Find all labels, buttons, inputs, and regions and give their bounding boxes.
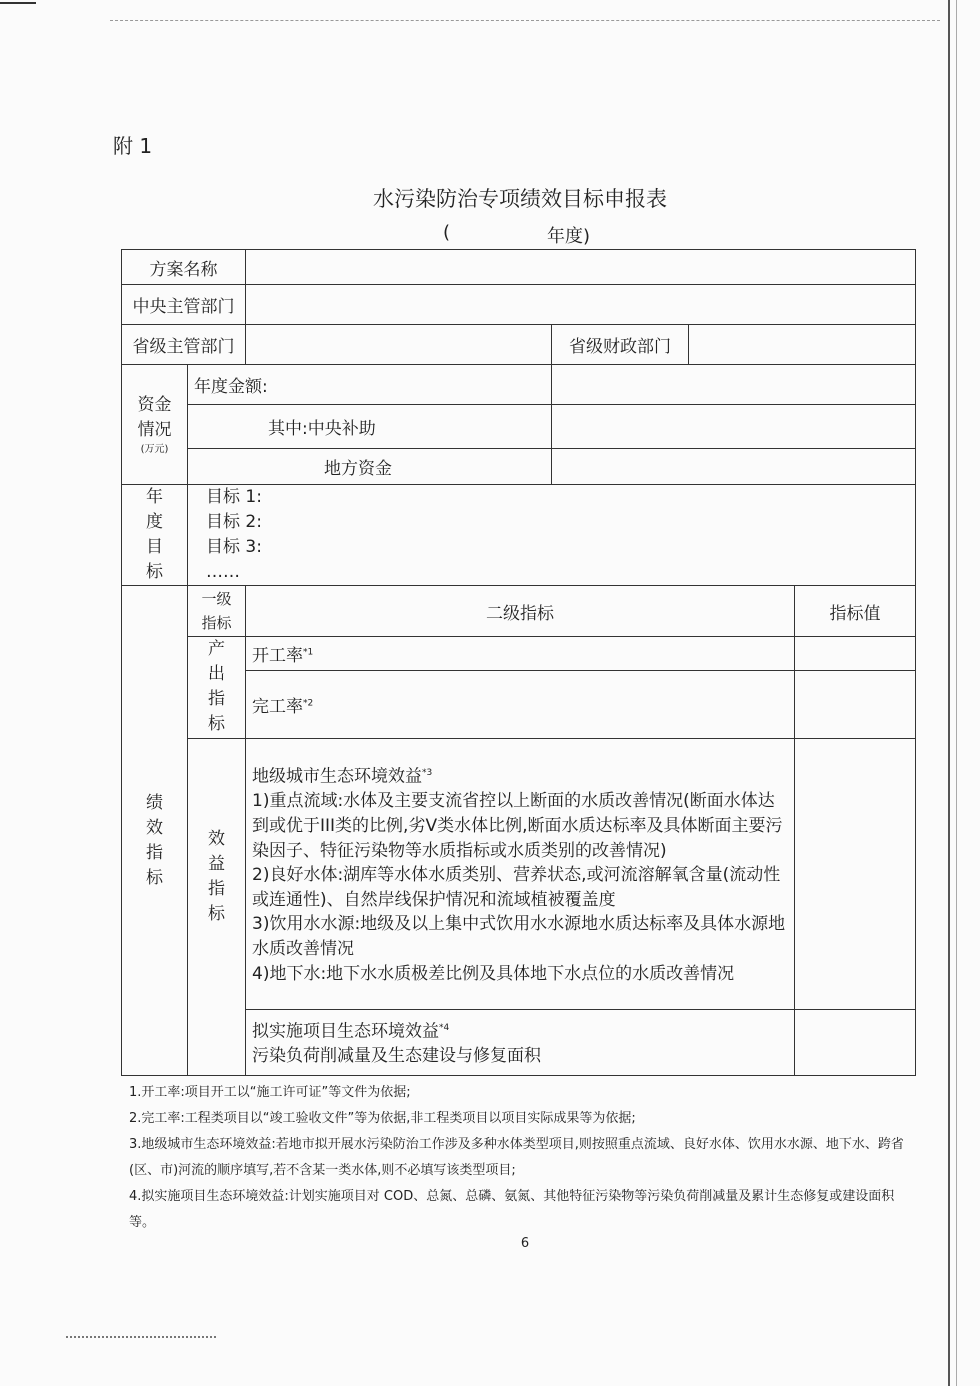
- goal-item: 目标 2:: [206, 512, 262, 533]
- header-level1-line2: 指标: [201, 614, 232, 633]
- benefit-char: 益: [208, 853, 225, 874]
- annual-goals-label: [122, 485, 188, 586]
- annual-goals-char: 目: [146, 537, 163, 558]
- city-benefit-value[interactable]: [795, 738, 916, 1009]
- footnote: 1.开工率:项目开工以“施工许可证”等文件为依据;: [129, 1085, 411, 1100]
- attachment-label: 附 1: [113, 134, 153, 158]
- header-level1: [188, 586, 246, 637]
- goal-item: 目标 1:: [206, 487, 262, 508]
- annual-amount-label: 年度金额:: [188, 365, 552, 405]
- province-dept-field[interactable]: [246, 325, 552, 365]
- central-dept-label: 中央主管部门: [122, 285, 246, 325]
- start-rate-text: 开工率: [252, 646, 303, 667]
- local-funds-label: 地方资金: [188, 449, 552, 485]
- footnotes: [129, 1080, 919, 1236]
- page-number: 6: [520, 1236, 530, 1251]
- note-ref: *3: [422, 768, 433, 779]
- start-rate-label: [246, 637, 795, 670]
- output-indicator-label: [188, 637, 246, 738]
- goal-item: ……: [206, 562, 240, 583]
- header-value: 指标值: [795, 586, 916, 637]
- output-char: 产: [208, 639, 225, 660]
- annual-amount-field[interactable]: [552, 365, 916, 405]
- project-benefit-title-text: 拟实施项目生态环境效益: [252, 1021, 439, 1042]
- note-ref: *1: [303, 647, 314, 658]
- performance-target-form: [121, 249, 916, 1076]
- benefit-char: 标: [208, 903, 225, 924]
- performance-char: 指: [146, 842, 163, 863]
- plan-name-label: 方案名称: [122, 250, 246, 285]
- output-char: 出: [208, 664, 225, 685]
- plan-name-field[interactable]: [246, 250, 916, 285]
- complete-rate-value[interactable]: [795, 670, 916, 738]
- funds-label: [122, 365, 188, 485]
- funds-unit: (万元): [140, 443, 169, 455]
- province-finance-label: 省级财政部门: [552, 325, 689, 365]
- central-subsidy-label: 其中:中央补助: [188, 405, 552, 449]
- city-benefit-item: 3)饮用水水源:地级及以上集中式饮用水水源地水质达标率及具体水源地水质改善情况: [252, 914, 786, 959]
- province-finance-field[interactable]: [689, 325, 916, 365]
- funds-label-line2: 情况: [137, 419, 172, 440]
- city-benefit-title-text: 地级城市生态环境效益: [252, 766, 422, 787]
- central-subsidy-field[interactable]: [552, 405, 916, 449]
- scan-dotted-line: [110, 20, 940, 21]
- year-paren-open: (: [443, 222, 451, 243]
- performance-label: [122, 586, 188, 1076]
- project-benefit-desc: 污染负荷削减量及生态建设与修复面积: [252, 1046, 541, 1067]
- performance-char: 效: [146, 817, 163, 838]
- central-dept-field[interactable]: [246, 285, 916, 325]
- benefit-char: 效: [208, 828, 225, 849]
- footnote: 2.完工率:工程类项目以“竣工验收文件”等为依据,非工程类项目以项目实际成果等为依据;: [129, 1111, 636, 1126]
- province-dept-label: 省级主管部门: [122, 325, 246, 365]
- annual-goals-char: 标: [146, 562, 163, 583]
- benefit-indicator-label: [188, 738, 246, 1075]
- year-label: 年度): [547, 226, 591, 247]
- output-char: 标: [208, 714, 225, 735]
- benefit-char: 指: [208, 878, 225, 899]
- city-benefit-item: 4)地下水:地下水水质极差比例及具体地下水点位的水质改善情况: [252, 963, 735, 984]
- complete-rate-label: [246, 670, 795, 738]
- note-ref: *4: [439, 1023, 450, 1033]
- footnote: 3.地级城市生态环境效益:若地市拟开展水污染防治工作涉及多种水体类型项目,则按照重点流域、良好水体、饮用水水源、地下水、跨省(区、市)河流的顺序填写,若不含某一类水体,则不必填写该类型项目;: [129, 1137, 904, 1178]
- project-benefit-cell: [246, 1009, 795, 1075]
- scan-mark: [0, 2, 36, 4]
- city-benefit-item: 1)重点流域:水体及主要支流省控以上断面的水质改善情况(断面水体达到或优于III类的比例,劣V类水体比例,断面水质达标率及具体断面主要污染因子、特征污染物等水质指标或水质类别的改善情况): [252, 791, 783, 861]
- start-rate-value[interactable]: [795, 637, 916, 670]
- city-benefit-title: [252, 761, 788, 789]
- funds-label-line1: 资金: [137, 394, 172, 415]
- annual-goals-char: 度: [146, 512, 163, 533]
- header-level1-line1: 一级: [201, 590, 232, 609]
- header-level2: 二级指标: [246, 586, 795, 637]
- document-title: 水污染防治专项绩效目标申报表: [373, 187, 667, 211]
- performance-char: 绩: [146, 792, 163, 813]
- city-benefit-item: 2)良好水体:湖库等水体水质类别、营养状态,或河流溶解氧含量(流动性或连通性)、自然岸线保护情况和流域植被覆盖度: [252, 865, 781, 910]
- performance-char: 标: [146, 867, 163, 888]
- local-funds-field[interactable]: [552, 449, 916, 485]
- complete-rate-text: 完工率: [252, 696, 303, 717]
- note-ref: *2: [303, 697, 314, 708]
- footnote: 4.拟实施项目生态环境效益:计划实施项目对 COD、总氮、总磷、氨氮、其他特征污染物等污染负荷削减量及累计生态修复或建设面积等。: [129, 1189, 895, 1230]
- city-benefit-cell: [246, 738, 795, 1009]
- annual-goals-char: 年: [146, 487, 163, 508]
- goal-item: 目标 3:: [206, 537, 262, 558]
- project-benefit-title: [252, 1016, 788, 1044]
- output-char: 指: [208, 689, 225, 710]
- scan-dotted-line: [66, 1336, 216, 1338]
- project-benefit-value[interactable]: [795, 1009, 916, 1075]
- annual-goals-field[interactable]: [188, 485, 916, 586]
